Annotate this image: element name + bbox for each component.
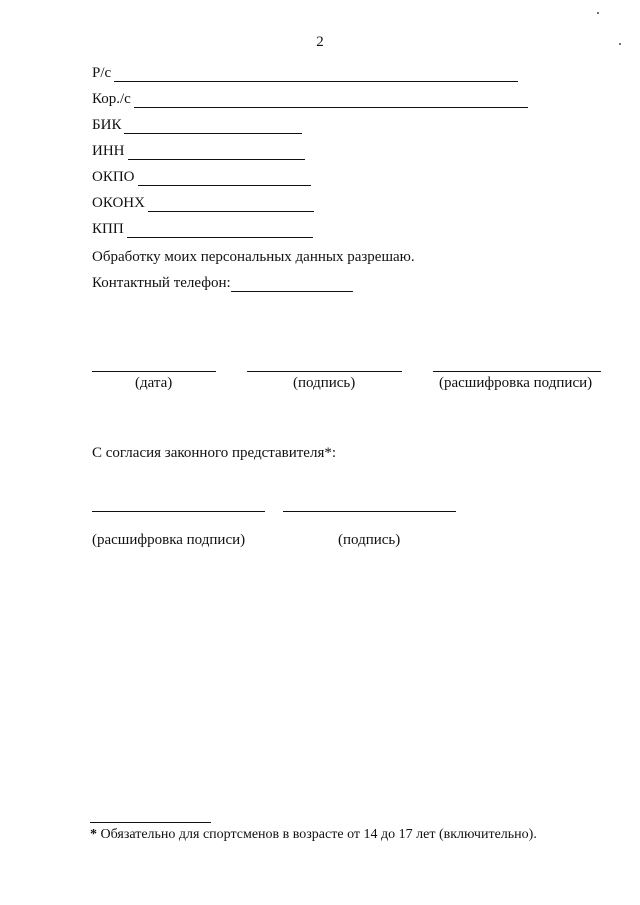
field-label-contact-phone: Контактный телефон: xyxy=(92,275,231,291)
guardian-consent-text: С согласия законного представителя*: xyxy=(92,445,337,461)
guardian-signature-caption: (подпись) xyxy=(338,532,401,548)
scan-speck xyxy=(597,12,599,14)
footnote-text: Обязательно для спортсменов в возрасте от 14 до 17 лет (включительно). xyxy=(97,827,537,842)
footnote xyxy=(90,826,537,844)
field-settlement-account[interactable] xyxy=(92,64,518,82)
field-inn[interactable] xyxy=(92,142,305,160)
date-line[interactable] xyxy=(92,371,216,372)
signature-transcript-line[interactable] xyxy=(433,371,601,372)
guardian-signature-line[interactable] xyxy=(283,511,456,512)
field-label-inn: ИНН xyxy=(92,143,125,159)
consent-text: Обработку моих персональных данных разрешаю. xyxy=(92,249,415,265)
field-okpo[interactable] xyxy=(92,168,311,186)
field-label-settlement-account: Р/с xyxy=(92,65,112,81)
blank-kpp[interactable] xyxy=(127,223,313,238)
field-correspondent-account[interactable] xyxy=(92,90,528,108)
blank-contact-phone[interactable] xyxy=(231,277,353,292)
blank-settlement-account[interactable] xyxy=(114,67,518,82)
guardian-transcript-line[interactable] xyxy=(92,511,265,512)
footnote-rule xyxy=(90,822,211,823)
field-label-kpp: КПП xyxy=(92,221,124,237)
signature-transcript-caption: (расшифровка подписи) xyxy=(439,375,593,391)
date-caption: (дата) xyxy=(135,375,173,391)
field-okonh[interactable] xyxy=(92,194,314,212)
blank-okonh[interactable] xyxy=(148,197,314,212)
page-number: 2 xyxy=(316,34,324,50)
field-bik[interactable] xyxy=(92,116,302,134)
blank-inn[interactable] xyxy=(128,145,305,160)
footnote-marker: * xyxy=(90,827,97,842)
signature-caption: (подпись) xyxy=(293,375,356,391)
field-label-correspondent-account: Кор./с xyxy=(92,91,131,107)
blank-correspondent-account[interactable] xyxy=(134,93,528,108)
blank-bik[interactable] xyxy=(124,119,302,134)
field-label-okpo: ОКПО xyxy=(92,169,135,185)
scan-speck xyxy=(619,43,621,45)
field-kpp[interactable] xyxy=(92,220,313,238)
field-label-okonh: ОКОНХ xyxy=(92,195,145,211)
blank-okpo[interactable] xyxy=(138,171,311,186)
field-contact-phone[interactable] xyxy=(92,274,353,292)
guardian-transcript-caption: (расшифровка подписи) xyxy=(92,532,246,548)
signature-line[interactable] xyxy=(247,371,402,372)
field-label-bik: БИК xyxy=(92,117,122,133)
